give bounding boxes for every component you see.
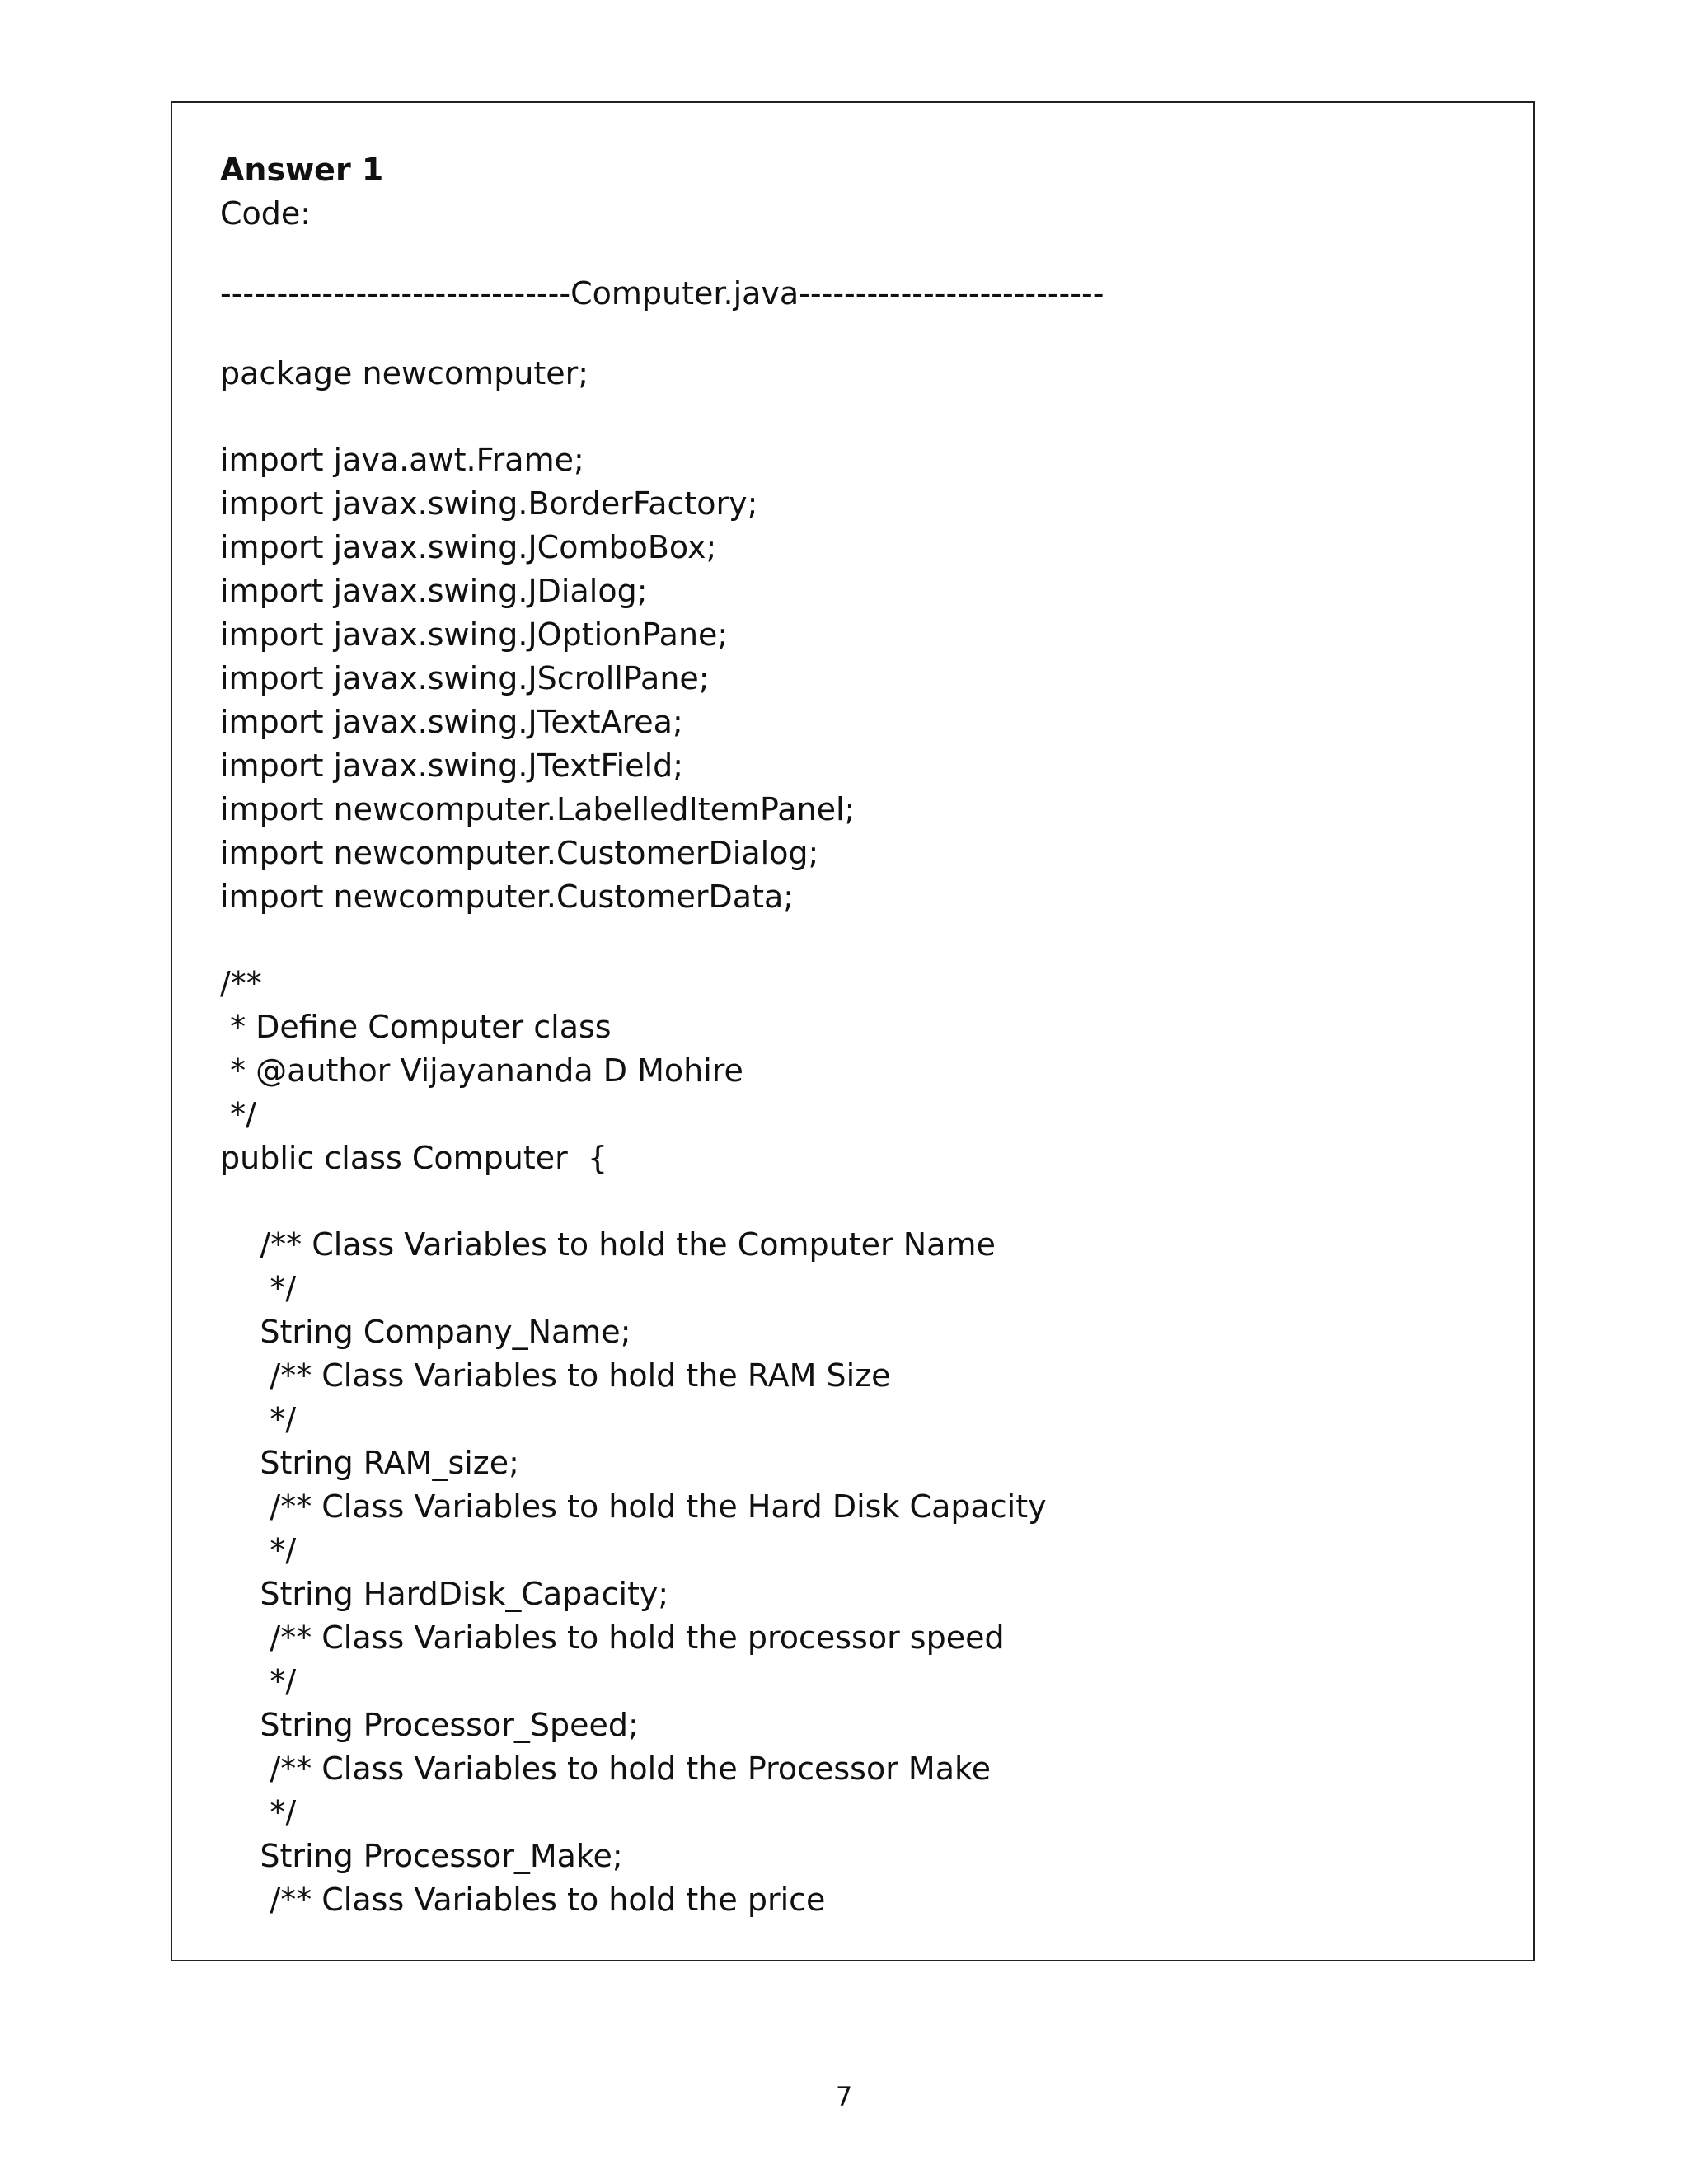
class-declaration: public class Computer { [220,1140,608,1176]
import-line: import javax.swing.BorderFactory; [220,485,758,522]
code-line: String Company_Name; [220,1314,631,1350]
code-line: */ [220,1270,297,1306]
code-line: */ [220,1663,297,1699]
import-line: import java.awt.Frame; [220,442,584,478]
comment-line: * Define Computer class [220,1009,612,1045]
import-line: import javax.swing.JTextField; [220,748,684,784]
code-line: /** Class Variables to hold the Processor Make [220,1750,992,1787]
code-line: String Processor_Speed; [220,1707,639,1743]
code-label: Code: [220,195,312,232]
answer-heading: Answer 1 [220,152,384,188]
code-line: /** Class Variables to hold the price [220,1882,826,1918]
import-line: import javax.swing.JDialog; [220,573,648,609]
import-line: import newcomputer.CustomerDialog; [220,835,819,871]
class-members [220,1223,1506,1922]
class-doc-comment [220,962,1506,1137]
code-line: /** Class Variables to hold the Hard Disk Capacity [220,1488,1047,1525]
code-line: String HardDisk_Capacity; [220,1576,669,1612]
import-line: import newcomputer.LabelledItemPanel; [220,791,856,827]
code-line: String RAM_size; [220,1445,519,1481]
import-line: import javax.swing.JComboBox; [220,529,717,565]
import-line: import javax.swing.JTextArea; [220,704,683,740]
import-line: import javax.swing.JScrollPane; [220,660,710,696]
import-line: import newcomputer.CustomerData; [220,879,795,915]
page-number: 7 [835,2081,853,2112]
code-line: String Processor_Make; [220,1838,623,1874]
code-line: /** Class Variables to hold the Computer Name [220,1226,996,1263]
code-line: */ [220,1532,297,1568]
code-line: */ [220,1794,297,1830]
comment-line: /** [220,965,262,1001]
code-line: /** Class Variables to hold the RAM Size [220,1357,891,1394]
comment-line: * @author Vijayananda D Mohire [220,1052,743,1089]
file-banner: -------------------------------Computer.java--------------------------- [220,275,1104,312]
import-line: import javax.swing.JOptionPane; [220,616,729,653]
document-content [220,148,1506,1922]
code-line: */ [220,1401,297,1437]
import-block [220,438,1506,919]
code-line: /** Class Variables to hold the processor speed [220,1619,1005,1656]
comment-line: */ [220,1096,256,1132]
package-line: package newcomputer; [220,355,589,391]
